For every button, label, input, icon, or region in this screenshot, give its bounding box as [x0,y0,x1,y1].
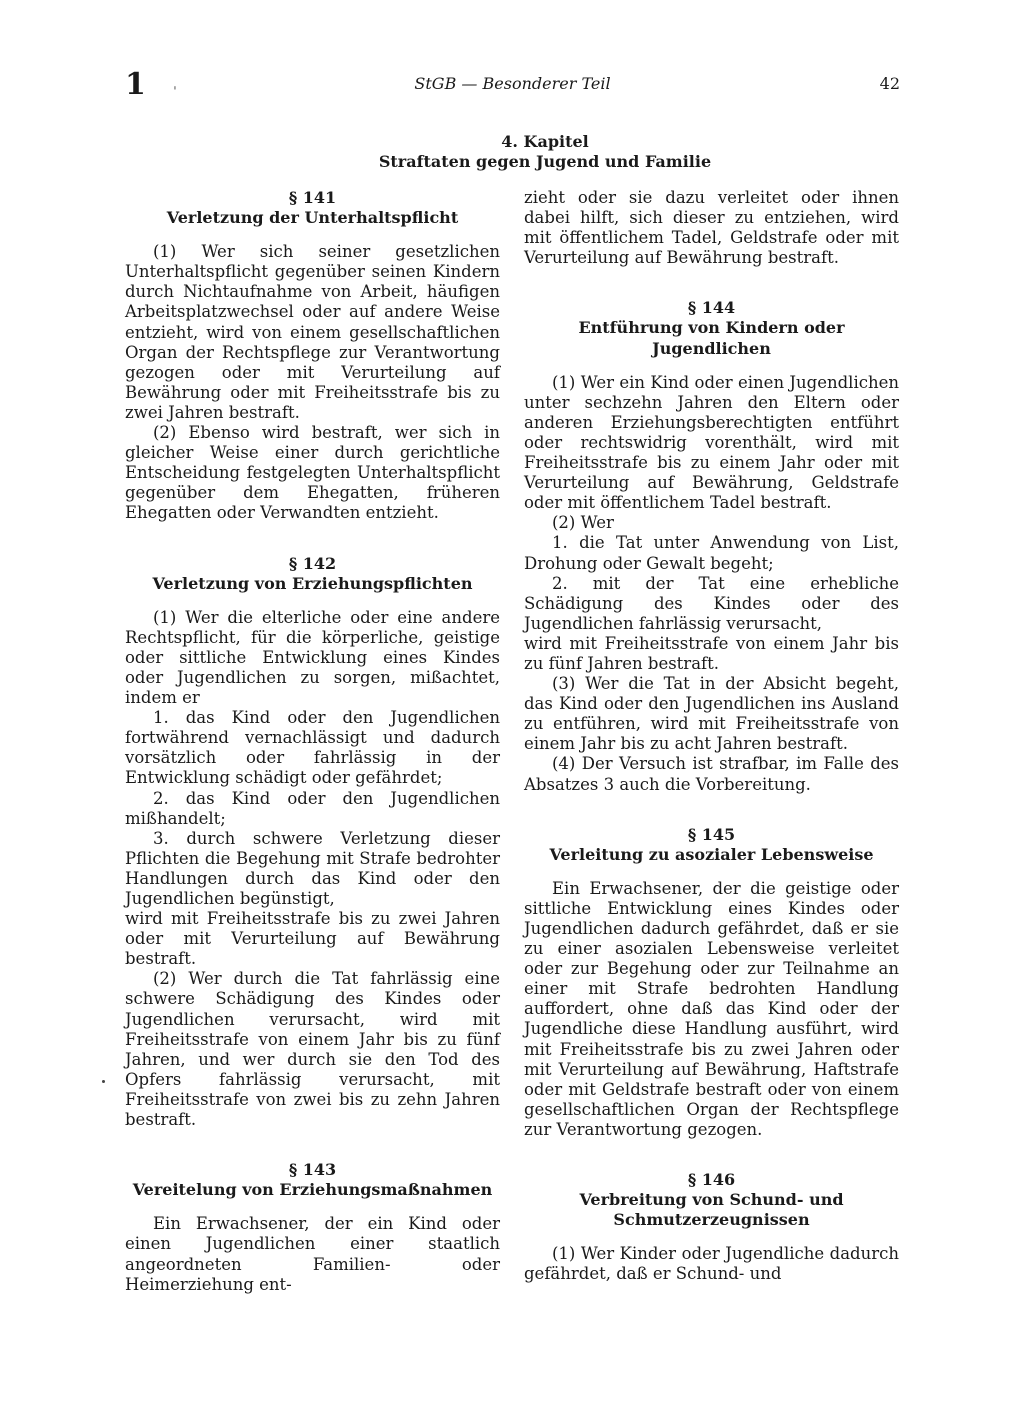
section-title-line-2: Schmutzerzeugnissen [613,1210,810,1230]
paragraph: (1) Wer Kinder oder Jugendliche dadurch gefährdet, daß er Schund- und [524,1244,899,1284]
section-title: Verleitung zu asozialer Lebensweise [549,844,874,864]
section-144 [524,298,899,794]
section-title-line-1: Verbreitung von Schund- und [579,1190,844,1210]
paragraph: (4) Der Versuch ist strafbar, im Falle des Absatzes 3 auch die Vorbereitung. [524,754,899,794]
section-title: Verletzung der Unterhaltspflicht [166,208,459,228]
section-142 [125,554,500,1131]
running-head [125,68,900,102]
right-column [524,188,899,1285]
chapter-number: 4. Kapitel [501,132,589,151]
paragraph: (1) Wer sich seiner gesetzlichen Unterhaltspflicht gegenüber seinen Kindern durch Nichtaufnahme von Arbeit, häufigen Arbeitsplatzwechsel oder auf andere Weise entzieht, wird von einem gesellschaftlichen Organ der Rechtspflege zur Verantwortung gezogen oder mit Verurteilung auf Bewährung oder mit Freiheitsstrafe bis zu zwei Jahren bestraft. [125,242,500,422]
section-number: § 143 [288,1160,337,1180]
section-number: § 144 [687,298,736,318]
paragraph: Ein Erwachsener, der die geistige oder sittliche Entwicklung eines Kindes oder Jugendlichen dadurch gefährdet, daß er sie zu einer asozialen Lebensweise verleitet oder zur Begehung oder zur Teilnahme an einer mit Strafe bedrohten Handlung auffordert, ohne daß das Kind oder der Jugendliche diese Handlung ausführt, wird mit Freiheitsstrafe bis zu zwei Jahren oder mit Verurteilung auf Bewährung, Haftstrafe oder mit Geldstrafe bestraft oder von einem gesellschaftlichen Organ der Rechtspflege zur Verantwortung gezogen. [524,878,899,1139]
section-number: § 141 [288,188,337,207]
list-item: 3. durch schwere Verletzung dieser Pflichten die Begehung mit Strafe bedrohter Handlungen durch das Kind oder den Jugendlichen begünstigt, [125,828,500,908]
section-141 [125,188,500,524]
section-title: Verletzung von Erziehungspflichten [152,573,473,593]
paragraph: (3) Wer die Tat in der Absicht begeht, das Kind oder den Jugendlichen ins Ausland zu entführen, wird mit Freiheitsstrafe von einem Jahr bis zu acht Jahren bestraft. [524,674,899,754]
list-item: 2. mit der Tat eine erhebliche Schädigung des Kindes oder des Jugendlichen fahrlässig verursacht, [524,573,899,633]
margin-dot [102,1080,105,1083]
page-number: 42 [879,74,900,93]
list-item: 1. das Kind oder den Jugendlichen fortwährend vernachlässigt und dadurch vorsätzlich oder fahrlässig in der Entwicklung schädigt oder gefährdet; [125,708,500,788]
paragraph: (1) Wer die elterliche oder eine andere Rechtspflicht, für die körperliche, geistige oder sittliche Entwicklung eines Kindes oder Jugendlichen zu sorgen, mißachtet, indem er [125,607,500,708]
section-title: Vereitelung von Erziehungsmaßnahmen [132,1180,493,1200]
section-143 [125,1160,500,1295]
section-number: § 142 [288,553,337,573]
paragraph-tail: wird mit Freiheitsstrafe von einem Jahr bis zu fünf Jahren bestraft. [524,633,899,673]
section-146 [524,1170,899,1284]
list-item: 2. das Kind oder den Jugendlichen mißhandelt; [125,788,500,828]
running-title: StGB — Besonderer Teil [414,74,611,93]
paragraph: (2) Ebenso wird bestraft, wer sich in gleicher Weise einer durch gerichtliche Entscheidung festgelegten Unterhaltspflicht gegenüber dem Ehegatten, früheren Ehegatten oder Verwandten entzieht. [125,423,500,523]
chapter-title: Straftaten gegen Jugend und Familie [378,152,712,171]
list-item: 1. die Tat unter Anwendung von List, Drohung oder Gewalt begeht; [524,533,899,573]
paragraph-tail: wird mit Freiheitsstrafe bis zu zwei Jahren oder mit Verurteilung auf Bewährung bestraft. [125,909,500,969]
margin-tick: ˌ [173,76,177,92]
paragraph: (1) Wer ein Kind oder einen Jugendlichen unter sechzehn Jahren den Eltern oder anderen Erziehungsberechtigten entführt oder rechtswidrig vorenthält, wird mit Freiheitsstrafe bis zu einem Jahr oder mit Verurteilung auf Bewährung, Geldstrafe oder mit öffentlichem Tadel bestraft. [524,372,899,513]
paragraph-continued: zieht oder sie dazu verleitet oder ihnen dabei hilft, sich dieser zu entziehen, wird mit öffentlichem Tadel, Geldstrafe oder mit Verurteilung auf Bewährung bestraft. [524,188,899,268]
paragraph: (2) Wer [552,513,614,533]
chapter-heading [345,132,745,172]
paragraph: (2) Wer durch die Tat fahrlässig eine schwere Schädigung des Kindes oder Jugendlichen verursacht, wird mit Freiheitsstrafe von einem Jahr bis zu fünf Jahren, und wer durch sie den Tod des Opfers fahrlässig verursacht, mit Freiheitsstrafe von zwei bis zu zehn Jahren bestraft. [125,969,500,1130]
paragraph: Ein Erwachsener, der ein Kind oder einen Jugendlichen einer staatlich angeordneten Familien- oder Heimerziehung ent- [125,1214,500,1294]
section-145 [524,825,899,1140]
page-mark: 1 [125,67,146,102]
section-title: Entführung von Kindern oder Jugendlichen [578,318,845,358]
left-column [125,188,500,1295]
section-number: § 145 [687,824,736,844]
section-number: § 146 [687,1170,736,1190]
